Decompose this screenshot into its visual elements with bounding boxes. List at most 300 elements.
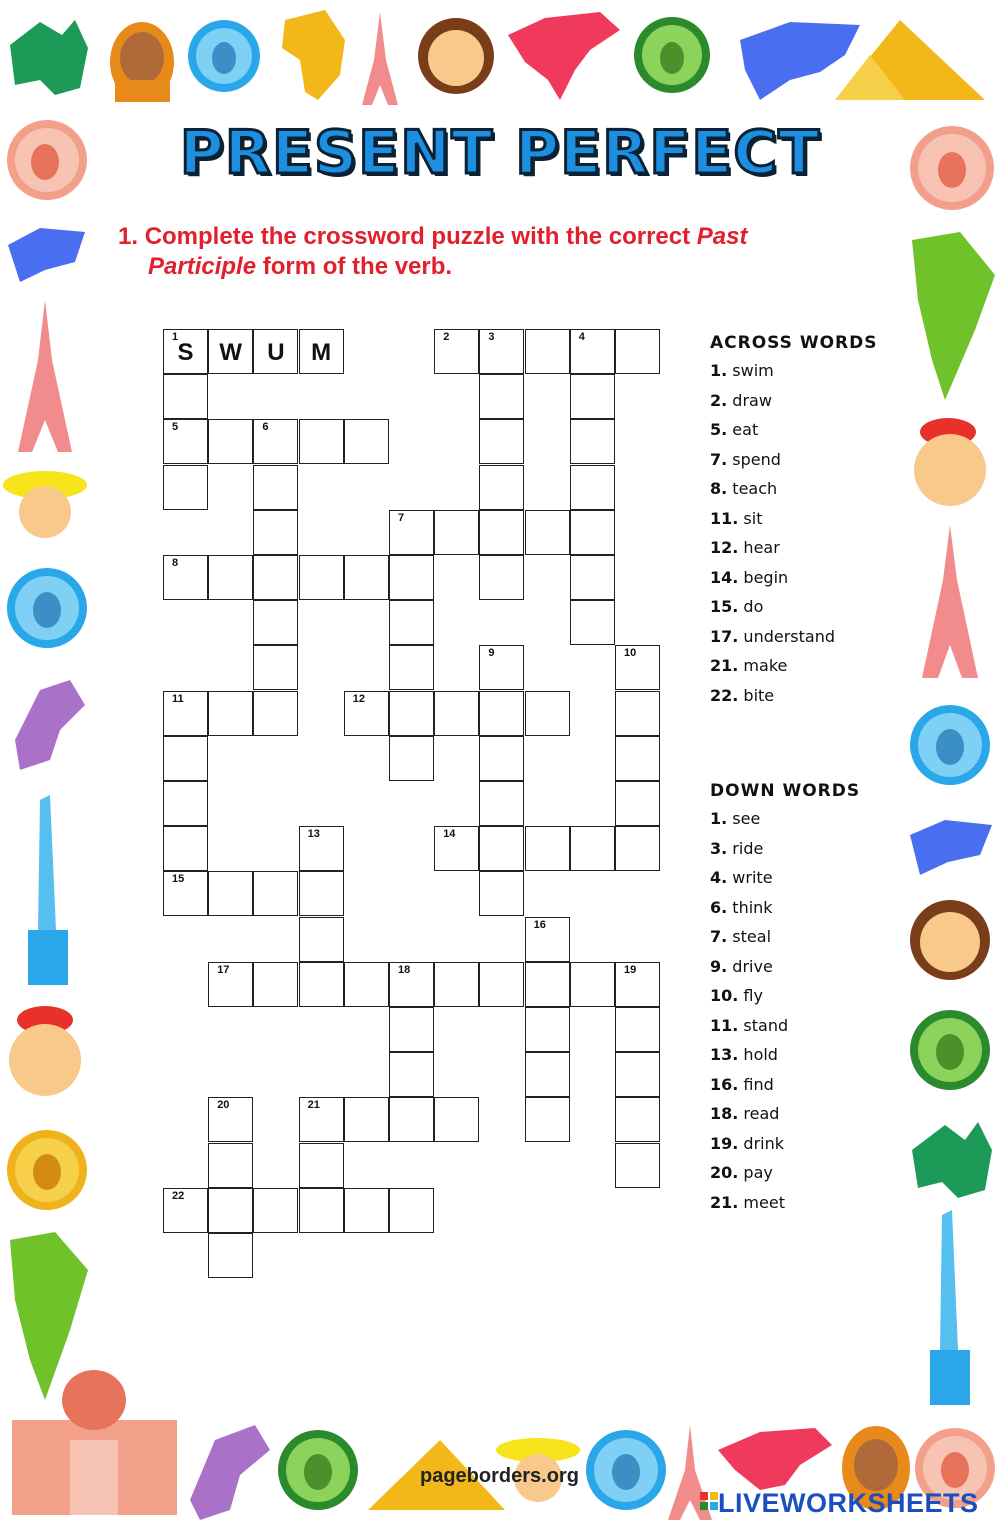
down-clue: [710, 898, 860, 928]
down-clue: [710, 868, 860, 898]
crossword-cell: [299, 1097, 344, 1142]
crossword-cell: [299, 917, 344, 962]
cell-input[interactable]: [435, 700, 478, 730]
crossword-cell: [389, 600, 434, 645]
down-clue: [710, 839, 860, 869]
cell-input[interactable]: [435, 338, 478, 368]
cell-input[interactable]: [526, 1061, 569, 1091]
clue-number: 3.: [710, 838, 728, 858]
down-clue: [710, 986, 860, 1016]
cell-input[interactable]: [164, 835, 207, 865]
cell-input[interactable]: [254, 609, 297, 639]
cell-input[interactable]: [571, 564, 614, 594]
cell-input[interactable]: [254, 519, 297, 549]
cell-input[interactable]: [526, 835, 569, 865]
cell-input[interactable]: [390, 564, 433, 594]
cell-number: 14: [443, 828, 456, 841]
cell-input[interactable]: [616, 700, 659, 730]
crossword-cell: [344, 691, 389, 736]
crossword-cell: [299, 962, 344, 1007]
down-clue: [710, 1134, 860, 1164]
crossword-cell: [479, 736, 524, 781]
clue-word: see: [727, 809, 761, 828]
crossword-cell: [615, 736, 660, 781]
cell-input[interactable]: [571, 519, 614, 549]
crossword-cell: [344, 419, 389, 464]
crossword-cell: [389, 645, 434, 690]
clue-word: begin: [738, 567, 789, 587]
clue-number: 13.: [710, 1045, 739, 1064]
crossword-cell: [479, 510, 524, 555]
crossword-cell: [299, 419, 344, 464]
crossword-cell: [163, 465, 208, 510]
crossword-cell: [208, 555, 253, 600]
cell-input[interactable]: [345, 700, 388, 730]
cell-input[interactable]: [480, 790, 523, 820]
cell-input[interactable]: [209, 1152, 252, 1182]
cell-input[interactable]: [571, 338, 614, 368]
cell-input[interactable]: [300, 835, 343, 865]
crossword-cell: [525, 691, 570, 736]
crossword-cell: [299, 826, 344, 871]
crossword-cell: [208, 691, 253, 736]
clue-word: make: [738, 656, 788, 675]
crossword-cell: [344, 555, 389, 600]
cell-input[interactable]: [616, 1016, 659, 1046]
cell-input[interactable]: [254, 428, 297, 458]
cell-input[interactable]: [209, 1242, 252, 1272]
crossword-cell: [389, 1188, 434, 1233]
cell-input[interactable]: [480, 564, 523, 594]
cell-number: 7: [398, 511, 405, 524]
clue-number: 6.: [710, 897, 728, 917]
cell-input[interactable]: [616, 1152, 659, 1182]
crossword-cell: [208, 1143, 253, 1188]
cell-input[interactable]: [300, 428, 343, 458]
clue-word: sit: [738, 508, 763, 528]
crossword-cell: [253, 329, 298, 374]
cell-input[interactable]: [164, 745, 207, 775]
cell-input[interactable]: [526, 338, 569, 368]
cell-input[interactable]: [164, 880, 207, 910]
cell-input[interactable]: [526, 971, 569, 1001]
crossword-cell: [389, 736, 434, 781]
clue-word: hear: [738, 538, 780, 557]
cell-number: 5: [172, 421, 179, 434]
crossword-cell: [570, 465, 615, 510]
cell-input[interactable]: [300, 1106, 343, 1136]
clue-number: 22.: [710, 685, 739, 705]
cell-input[interactable]: [300, 564, 343, 594]
cell-input[interactable]: [345, 971, 388, 1001]
cell-input[interactable]: [480, 428, 523, 458]
cell-input[interactable]: [390, 654, 433, 684]
crossword-cell: [163, 736, 208, 781]
crossword-cell: [344, 1097, 389, 1142]
crossword-cell: [479, 871, 524, 916]
crossword-cell: [615, 962, 660, 1007]
instruction-text-before: Complete the crossword puzzle with the correct: [144, 223, 691, 250]
crossword-cell: [479, 645, 524, 690]
cell-number: 17: [217, 963, 230, 976]
clue-word: drink: [738, 1133, 785, 1153]
cell-input[interactable]: [616, 1061, 659, 1091]
clue-number: 5.: [710, 420, 728, 439]
crossword-cell: [525, 510, 570, 555]
cell-input[interactable]: [526, 1106, 569, 1136]
cell-number: 18: [398, 963, 411, 976]
clue-number: 15.: [710, 597, 739, 616]
clue-word: draw: [727, 390, 772, 410]
across-clue: [710, 627, 877, 657]
down-heading: DOWN WORDS: [710, 781, 861, 801]
cell-number: 11: [172, 692, 184, 705]
crossword-cell: [615, 826, 660, 871]
cell-input[interactable]: [164, 1197, 207, 1227]
across-clue: [710, 509, 877, 539]
crossword-cell: [479, 962, 524, 1007]
clue-number: 18.: [710, 1104, 739, 1123]
crossword-cell: [570, 329, 615, 374]
crossword-cell: [163, 826, 208, 871]
cell-input[interactable]: [300, 1197, 343, 1227]
cell-input[interactable]: [209, 1197, 252, 1227]
down-clue: [710, 1193, 860, 1223]
cell-input[interactable]: [435, 835, 478, 865]
clue-word: eat: [727, 420, 759, 439]
cell-input[interactable]: [254, 338, 297, 368]
cell-number: 19: [624, 963, 637, 976]
crossword-cell: [525, 826, 570, 871]
crossword-cell: [208, 962, 253, 1007]
clue-word: pay: [738, 1163, 773, 1182]
cell-input[interactable]: [209, 428, 252, 458]
cell-input[interactable]: [571, 609, 614, 639]
across-clue-list: [710, 361, 877, 715]
cell-input[interactable]: [390, 1016, 433, 1046]
crossword-cell: [525, 329, 570, 374]
cell-input[interactable]: [390, 971, 433, 1001]
instruction-number: 1.: [118, 223, 139, 250]
cell-input[interactable]: [480, 654, 523, 684]
clue-word: meet: [738, 1192, 785, 1212]
cell-input[interactable]: [526, 519, 569, 549]
clue-word: ride: [727, 838, 764, 858]
crossword-cell: [299, 555, 344, 600]
down-clue: [710, 1163, 860, 1193]
down-clue: [710, 957, 860, 987]
crossword-cell: [208, 419, 253, 464]
cell-input[interactable]: [209, 700, 252, 730]
crossword-cell: [253, 1188, 298, 1233]
clue-number: 7.: [710, 927, 728, 946]
cell-number: 6: [262, 421, 269, 434]
clue-word: bite: [738, 685, 775, 705]
down-clue: [710, 1016, 860, 1046]
crossword-cell: [615, 781, 660, 826]
clue-number: 21.: [710, 1192, 739, 1212]
clue-number: 2.: [710, 390, 728, 410]
cell-input[interactable]: [164, 428, 207, 458]
cell-number: 1: [172, 331, 179, 343]
crossword-cell: [570, 600, 615, 645]
clue-number: 1.: [710, 809, 728, 828]
crossword-cell: [253, 465, 298, 510]
cell-input[interactable]: [209, 971, 252, 1001]
cell-input[interactable]: [254, 474, 297, 504]
crossword-cell: [525, 1007, 570, 1052]
crossword-cell: [615, 1052, 660, 1097]
crossword-cell: [615, 329, 660, 374]
crossword-cell: [389, 1007, 434, 1052]
cell-number: 3: [488, 331, 495, 343]
cell-input[interactable]: [390, 1197, 433, 1227]
across-clue: [710, 597, 877, 627]
cell-input[interactable]: [526, 1016, 569, 1046]
cell-input[interactable]: [480, 835, 523, 865]
cell-input[interactable]: [616, 654, 659, 684]
down-clue-list: [710, 809, 860, 1222]
crossword-cell: [389, 555, 434, 600]
crossword-cell: [208, 1097, 253, 1142]
across-clue: [710, 568, 877, 598]
crossword-cell: [615, 1143, 660, 1188]
instruction-emphasis-participle: Participle: [148, 253, 257, 280]
crossword-cell: [389, 1052, 434, 1097]
down-clue: [710, 1075, 860, 1105]
cell-input[interactable]: [480, 700, 523, 730]
cell-input[interactable]: [254, 880, 297, 910]
cell-input[interactable]: [209, 564, 252, 594]
crossword-cell: [389, 510, 434, 555]
cell-input[interactable]: [571, 428, 614, 458]
clue-word: teach: [727, 479, 778, 498]
cell-input[interactable]: [480, 971, 523, 1001]
across-clue: [710, 479, 877, 509]
crossword-cell: [253, 645, 298, 690]
cell-input[interactable]: [616, 971, 659, 1001]
cell-input[interactable]: [164, 383, 207, 413]
crossword-cell: [163, 871, 208, 916]
across-clue: [710, 420, 877, 450]
crossword-cell: [253, 419, 298, 464]
cell-input[interactable]: [164, 338, 207, 368]
crossword-cell: [525, 1052, 570, 1097]
crossword-cell: [253, 962, 298, 1007]
cell-input[interactable]: [300, 926, 343, 956]
clue-number: 11.: [710, 508, 739, 528]
cell-number: 4: [578, 331, 585, 343]
instruction-emphasis-past: Past: [696, 223, 748, 250]
across-clues: [710, 333, 877, 715]
cell-number: 8: [172, 557, 179, 569]
cell-input[interactable]: [616, 790, 659, 820]
crossword-cell: [163, 555, 208, 600]
cell-input[interactable]: [480, 519, 523, 549]
cell-input[interactable]: [435, 519, 478, 549]
clue-number: 1.: [710, 361, 728, 380]
cell-input[interactable]: [164, 474, 207, 504]
crossword-cell: [208, 1233, 253, 1278]
clue-word: hold: [738, 1045, 778, 1064]
cell-number: 12: [352, 692, 366, 705]
cell-input[interactable]: [254, 971, 297, 1001]
crossword-cell: [253, 600, 298, 645]
cell-input[interactable]: [480, 383, 523, 413]
clue-word: stand: [738, 1015, 789, 1035]
crossword-cell: [615, 1097, 660, 1142]
cell-input[interactable]: [616, 835, 659, 865]
clue-number: 9.: [710, 956, 728, 976]
across-heading: ACROSS WORDS: [710, 333, 878, 353]
crossword-cell: [163, 781, 208, 826]
crossword-cell: [570, 419, 615, 464]
crossword-cell: [434, 329, 479, 374]
crossword-cell: [163, 374, 208, 419]
crossword-cell: [525, 962, 570, 1007]
cell-input[interactable]: [164, 564, 207, 594]
crossword-cell: [570, 826, 615, 871]
cell-input[interactable]: [254, 654, 297, 684]
crossword-cell: [208, 329, 253, 374]
clue-word: drive: [727, 956, 773, 976]
cell-input[interactable]: [300, 971, 343, 1001]
crossword-cell: [570, 374, 615, 419]
clue-word: fly: [738, 986, 763, 1005]
crossword-cell: [525, 917, 570, 962]
cell-input[interactable]: [435, 1106, 478, 1136]
crossword-cell: [479, 465, 524, 510]
crossword-cell: [163, 419, 208, 464]
cell-number: 13: [307, 828, 320, 841]
cell-input[interactable]: [209, 338, 252, 368]
cell-input[interactable]: [300, 1152, 343, 1182]
clue-word: read: [738, 1104, 780, 1123]
cell-input[interactable]: [254, 700, 297, 730]
cell-input[interactable]: [390, 745, 433, 775]
cell-input[interactable]: [345, 564, 388, 594]
cell-input[interactable]: [435, 971, 478, 1001]
cell-input[interactable]: [480, 880, 523, 910]
cell-input[interactable]: [390, 609, 433, 639]
crossword-cell: [299, 871, 344, 916]
cell-input[interactable]: [390, 519, 433, 549]
crossword-cell: [389, 962, 434, 1007]
cell-input[interactable]: [164, 790, 207, 820]
clue-number: 19.: [710, 1133, 739, 1153]
clue-word: think: [727, 897, 773, 917]
crossword-cell: [344, 962, 389, 1007]
crossword-cell: [253, 871, 298, 916]
crossword-cell: [525, 1097, 570, 1142]
crossword-cell: [389, 1097, 434, 1142]
cell-input[interactable]: [254, 1197, 297, 1227]
crossword-cell: [434, 691, 479, 736]
cell-input[interactable]: [164, 700, 207, 730]
crossword-cell: [479, 781, 524, 826]
crossword-cell: [479, 691, 524, 736]
cell-input[interactable]: [254, 564, 297, 594]
crossword-cell: [163, 1188, 208, 1233]
clue-word: do: [738, 597, 764, 616]
across-clue: [710, 361, 877, 391]
cell-input[interactable]: [300, 880, 343, 910]
clue-number: 11.: [710, 1015, 739, 1035]
crossword-cell: [434, 962, 479, 1007]
crossword-cell: [299, 1188, 344, 1233]
cell-input[interactable]: [526, 700, 569, 730]
crossword-cell: [615, 1007, 660, 1052]
crossword-cell: [570, 555, 615, 600]
clue-number: 8.: [710, 479, 728, 498]
across-clue: [710, 686, 877, 716]
cell-input[interactable]: [345, 428, 388, 458]
clue-number: 21.: [710, 656, 739, 675]
cell-number: 15: [172, 873, 185, 886]
crossword-cell: [163, 329, 208, 374]
across-clue: [710, 656, 877, 686]
cell-input[interactable]: [616, 1106, 659, 1136]
crossword-cell: [479, 555, 524, 600]
cell-number: 2: [443, 331, 450, 343]
cell-input[interactable]: [616, 338, 659, 368]
cell-input[interactable]: [616, 745, 659, 775]
cell-input[interactable]: [300, 338, 343, 368]
crossword-cell: [615, 645, 660, 690]
crossword-cell: [434, 1097, 479, 1142]
cell-input[interactable]: [571, 474, 614, 504]
clue-number: 16.: [710, 1074, 739, 1094]
down-clue: [710, 1104, 860, 1134]
instruction-text-after: form of the verb.: [262, 253, 453, 280]
cell-input[interactable]: [345, 1197, 388, 1227]
clue-word: find: [738, 1074, 774, 1094]
cell-input[interactable]: [480, 338, 523, 368]
cell-input[interactable]: [390, 1106, 433, 1136]
cell-number: 16: [533, 918, 546, 931]
crossword-cell: [253, 510, 298, 555]
cell-input[interactable]: [571, 971, 614, 1001]
cell-input[interactable]: [209, 1106, 252, 1136]
cell-number: 22: [172, 1189, 185, 1202]
cell-input[interactable]: [390, 700, 433, 730]
crossword-cell: [163, 691, 208, 736]
cell-input[interactable]: [209, 880, 252, 910]
clue-number: 10.: [710, 986, 739, 1005]
clue-number: 12.: [710, 538, 739, 557]
crossword-cell: [253, 691, 298, 736]
cell-input[interactable]: [345, 1106, 388, 1136]
cell-input[interactable]: [526, 926, 569, 956]
down-clue: [710, 1045, 860, 1075]
cell-input[interactable]: [480, 745, 523, 775]
crossword-cell: [434, 510, 479, 555]
pageborders-credit: pageborders.org: [420, 1465, 579, 1487]
crossword-cell: [299, 1143, 344, 1188]
down-clue: [710, 809, 860, 839]
cell-number: 10: [624, 647, 637, 660]
across-clue: [710, 538, 877, 568]
across-clue: [710, 450, 877, 480]
cell-input[interactable]: [390, 1061, 433, 1091]
cell-input[interactable]: [480, 474, 523, 504]
clue-number: 17.: [710, 626, 739, 646]
cell-input[interactable]: [571, 835, 614, 865]
crossword-cell: [479, 826, 524, 871]
crossword-cell: [299, 329, 344, 374]
cell-input[interactable]: [571, 383, 614, 413]
clue-word: steal: [727, 927, 772, 946]
